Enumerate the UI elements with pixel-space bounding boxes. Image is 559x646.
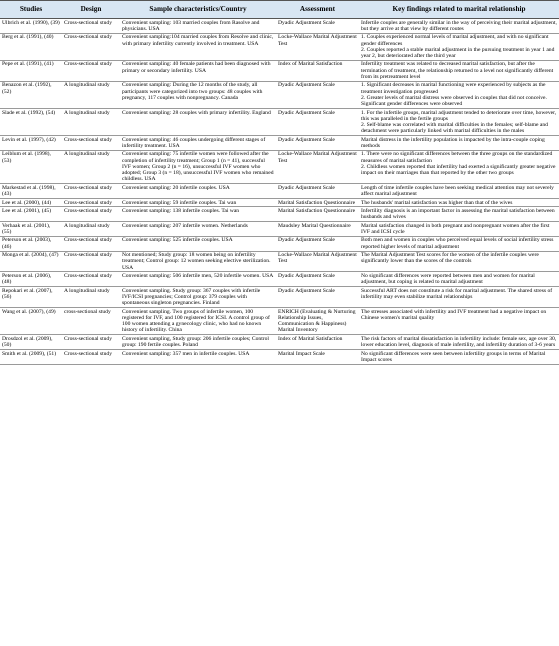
cell-design: A longitudinal study bbox=[62, 81, 120, 108]
cell-sample: Convenient sampling: 40 female patients had been diagnosed with primary or secondary infertility. USA bbox=[120, 60, 276, 81]
cell-assessment: Index of Marital Satisfaction bbox=[276, 60, 359, 81]
cell-assessment: Marital Satisfaction Questionnaire bbox=[276, 199, 359, 207]
cell-design: Cross-sectional study bbox=[62, 349, 120, 364]
header-design: Design bbox=[62, 1, 120, 19]
cell-sample: Convenient sampling, Study group: 206 infertile couples; Control group: 190 fertile couples. Poland bbox=[120, 335, 276, 350]
cell-sample: Convenient sampling: 525 infertile couples. USA bbox=[120, 236, 276, 251]
cell-sample: Convenient sampling: 506 infertile men, 520 infertile women. USA bbox=[120, 272, 276, 287]
cell-study: Peterson et al. (2003), (46) bbox=[0, 236, 62, 251]
table-row bbox=[0, 109, 559, 136]
cell-assessment: Locke-Wallace Marital Adjustment Test bbox=[276, 150, 359, 183]
cell-design: Cross-sectional study bbox=[62, 19, 120, 34]
cell-design: Cross-sectional study bbox=[62, 199, 120, 207]
cell-study: Verhaak et al. (2001), (55) bbox=[0, 222, 62, 237]
cell-findings: 1. There were no significant differences between the three groups on the standardized measures of marital satisfaction 2. Childless women reported that infertility had exerted a significantly greater negative impact on their marriages than that reported by the other two groups bbox=[359, 150, 559, 183]
table-row bbox=[0, 136, 559, 151]
cell-study: Smith et al. (2009), (51) bbox=[0, 349, 62, 364]
cell-study: Lee et al. (2000), (44) bbox=[0, 199, 62, 207]
cell-sample: Convenient sampling: 75 infertile women were followed after the completion of infertility treatment; Group 1 (n = 41), successful IVF women; Group 2 (n = 16), unsuccessful IVF women who adopted; Group 3 (n = 18), unsuccessful IVF women who remained childless. USA bbox=[120, 150, 276, 183]
cell-design: Cross-sectional study bbox=[62, 272, 120, 287]
table-row bbox=[0, 207, 559, 222]
cell-assessment: Locke-Wallace Marital Adjustment Test bbox=[276, 251, 359, 272]
table-row bbox=[0, 33, 559, 60]
cell-findings: Both men and women in couples who perceived equal levels of social infertility stress reported higher levels of marital adjustment bbox=[359, 236, 559, 251]
cell-design: Cross-sectional study bbox=[62, 335, 120, 350]
cell-study: Drosdzol et al. (2009), (50) bbox=[0, 335, 62, 350]
cell-assessment: Dyadic Adjustment Scale bbox=[276, 272, 359, 287]
table-row bbox=[0, 251, 559, 272]
cell-findings: Length of time infertile couples have been seeking medical attention may not severely affect marital adjustment bbox=[359, 184, 559, 199]
cell-study: Ulbrich et al. (1990), (39) bbox=[0, 19, 62, 34]
cell-sample: Convenient sampling: 103 married couples from Rasolve and physicians. USA bbox=[120, 19, 276, 34]
cell-design: Cross-sectional study bbox=[62, 251, 120, 272]
cell-design: A longitudinal study bbox=[62, 150, 120, 183]
cell-study: Wang et al. (2007), (49) bbox=[0, 308, 62, 335]
cell-findings: The husbands' marital satisfaction was higher than that of the wives bbox=[359, 199, 559, 207]
cell-study: Markestad et al. (1998), (43) bbox=[0, 184, 62, 199]
cell-sample: Convenient sampling: 138 infertile couples. Tai wan bbox=[120, 207, 276, 222]
cell-assessment: Dyadic Adjustment Scale bbox=[276, 19, 359, 34]
cell-assessment: Dyadic Adjustment Scale bbox=[276, 184, 359, 199]
cell-findings: Infertile couples are generally similar in the way of perceiving their marital adjustment, but they arrive at that view by different routes bbox=[359, 19, 559, 34]
cell-design: Cross-sectional study bbox=[62, 33, 120, 60]
cell-findings: 1. For the infertile groups, marital adjustment tended to deteriorate over time, however, this was paralleled in the fertile groups 2. Self-blame was correlated with marital difficulties in the females; self-blame and detachment were particularly linked with marital difficulties in the males bbox=[359, 109, 559, 136]
cell-findings: Infertility treatment was related to decreased marital satisfaction, but after the termination of treatment, the relationship returned to a level not significantly different from its pretreatment level bbox=[359, 60, 559, 81]
cell-study: Levin et al. (1997), (42) bbox=[0, 136, 62, 151]
cell-findings: The risk factors of marital dissatisfaction in infertility include: female sex, age over 30, lower education level, diagnosis of male infertility, and infertility duration of 3-6 years bbox=[359, 335, 559, 350]
table-row bbox=[0, 81, 559, 108]
cell-sample: Convenient sampling: 46 couples undergoing different stages of infertility treatment. USA bbox=[120, 136, 276, 151]
cell-assessment: Index of Marital Satisfaction bbox=[276, 335, 359, 350]
table-row bbox=[0, 349, 559, 364]
cell-design: A longitudinal study bbox=[62, 109, 120, 136]
cell-findings: No significant differences were reported between men and women for marital adjustment, but coping is related to marital adjustment bbox=[359, 272, 559, 287]
cell-sample: Convenient sampling. Two groups of infertile women, 100 registered for IVF, and 100 registered for ICSI. A control group of 100 women attending a gynecology clinic, who had no known history of infertility. China bbox=[120, 308, 276, 335]
cell-findings: The Marital Adjustment Test scores for the women of the infertile couples were significantly lower than the scores of the controls bbox=[359, 251, 559, 272]
cell-design: A longitudinal study bbox=[62, 222, 120, 237]
table-row bbox=[0, 19, 559, 34]
cell-sample: Convenient sampling: 59 infertile couples. Tai wan bbox=[120, 199, 276, 207]
cell-sample: Convenient sampling:104 married couples from Resolve and clinic, with primary infertility currently involved in treatment. USA bbox=[120, 33, 276, 60]
cell-assessment: Dyadic Adjustment Scale bbox=[276, 287, 359, 308]
header-sample: Sample characteristics/Country bbox=[120, 1, 276, 19]
cell-findings: Marital distress in the infertility population is impacted by the intra-couple coping methods bbox=[359, 136, 559, 151]
cell-design: Cross-sectional study bbox=[62, 60, 120, 81]
header-studies: Studies bbox=[0, 1, 62, 19]
cell-study: Repokari et al. (2007), (56) bbox=[0, 287, 62, 308]
cell-assessment: Locke-Wallace Marital Adjustment Test bbox=[276, 33, 359, 60]
cell-study: Leiblum et al. (1998), (53) bbox=[0, 150, 62, 183]
cell-findings: Infertility diagnosis is an important factor in assessing the marital satisfaction between husbands and wives bbox=[359, 207, 559, 222]
cell-findings: No significant differences were seen between infertility groups in terms of Marital Impact scores bbox=[359, 349, 559, 364]
cell-assessment: Dyadic Adjustment Scale bbox=[276, 236, 359, 251]
table-row bbox=[0, 272, 559, 287]
cell-sample: Not mentioned; Study group: 18 women being on infertility treatment; Control group: 12 women seeking elective sterilization. USA bbox=[120, 251, 276, 272]
cell-study: Benazon et al. (1992), (52) bbox=[0, 81, 62, 108]
cell-sample: Convenient sampling: 207 infertile women. Netherlands bbox=[120, 222, 276, 237]
table-row bbox=[0, 308, 559, 335]
cell-design: A longitudinal study bbox=[62, 287, 120, 308]
cell-assessment: Dyadic Adjustment Scale bbox=[276, 81, 359, 108]
table-row bbox=[0, 199, 559, 207]
header-findings: Key findings related to marital relationship bbox=[359, 1, 559, 19]
table-row bbox=[0, 236, 559, 251]
cell-assessment: Dyadic Adjustment Scale bbox=[276, 136, 359, 151]
cell-findings: The stresses associated with infertility and IVF treatment had a negative impact on Chinese women's marital quality bbox=[359, 308, 559, 335]
cell-assessment: Marital Impact Scale bbox=[276, 349, 359, 364]
cell-sample: Convenient sampling. Study group: 367 couples with infertile IVF/ICSI pregnancies; Control group: 379 couples with spontaneous singleton pregnancies. Finland bbox=[120, 287, 276, 308]
table-row bbox=[0, 184, 559, 199]
table-row bbox=[0, 150, 559, 183]
cell-sample: Convenient sampling: During the 12 months of the study, all participants were categorized into two groups: 48 couples with pregnancy, 117 couples with nonpregnancy. Canada bbox=[120, 81, 276, 108]
table-row bbox=[0, 335, 559, 350]
header-assessment: Assessment bbox=[276, 1, 359, 19]
cell-assessment: Dyadic Adjustment Scale bbox=[276, 109, 359, 136]
cell-sample: Convenient sampling: 357 men in infertile couples. USA bbox=[120, 349, 276, 364]
cell-design: Cross-sectional study bbox=[62, 184, 120, 199]
cell-assessment: Maudsley Marital Questionnaire bbox=[276, 222, 359, 237]
table-row bbox=[0, 60, 559, 81]
cell-sample: Convenient sampling: 28 couples with primary infertility. England bbox=[120, 109, 276, 136]
cell-study: Lee et al. (2001), (45) bbox=[0, 207, 62, 222]
cell-assessment: Marital Satisfaction Questionnaire bbox=[276, 207, 359, 222]
cell-design: Cross-sectional study bbox=[62, 236, 120, 251]
cell-sample: Convenient sampling: 20 infertile couples. USA bbox=[120, 184, 276, 199]
cell-assessment: ENRICH (Evaluating & Nurturing Relationship Issues, Communication & Happiness) Marital Inventory bbox=[276, 308, 359, 335]
cell-study: Peterson et al. (2006), (48) bbox=[0, 272, 62, 287]
cell-design: cross-sectional study bbox=[62, 308, 120, 335]
cell-findings: 1. Significant decreases in marital functioning were experienced by subjects as the treatment investigation progressed 2. Greater levels of marital distress were observed in couples that did not conceive. Significant gender differences were observed bbox=[359, 81, 559, 108]
cell-design: Cross-sectional study bbox=[62, 207, 120, 222]
table-row bbox=[0, 222, 559, 237]
cell-study: Monga et al. (2004), (47) bbox=[0, 251, 62, 272]
cell-findings: Successful ART does not constitute a risk for marital adjustment. The shared stress of infertility may even stabilize marital relationships bbox=[359, 287, 559, 308]
cell-study: Slade et al. (1992), (54) bbox=[0, 109, 62, 136]
cell-design: Cross-sectional study bbox=[62, 136, 120, 151]
cell-findings: Marital satisfaction changed in both pregnant and nonpregnant women after the first IVF and ICSI cycle bbox=[359, 222, 559, 237]
cell-findings: 1. Couples experienced normal levels of marital adjustment, and with no significant gender differences 2. Couples reported a stable marital adjustment in the pursuing treatment in year 1 and year 2, but deteriorated after the third year bbox=[359, 33, 559, 60]
table-row bbox=[0, 287, 559, 308]
cell-study: Berg et al. (1991), (40) bbox=[0, 33, 62, 60]
cell-study: Pepe et al. (1991), (41) bbox=[0, 60, 62, 81]
header-row bbox=[0, 1, 559, 19]
